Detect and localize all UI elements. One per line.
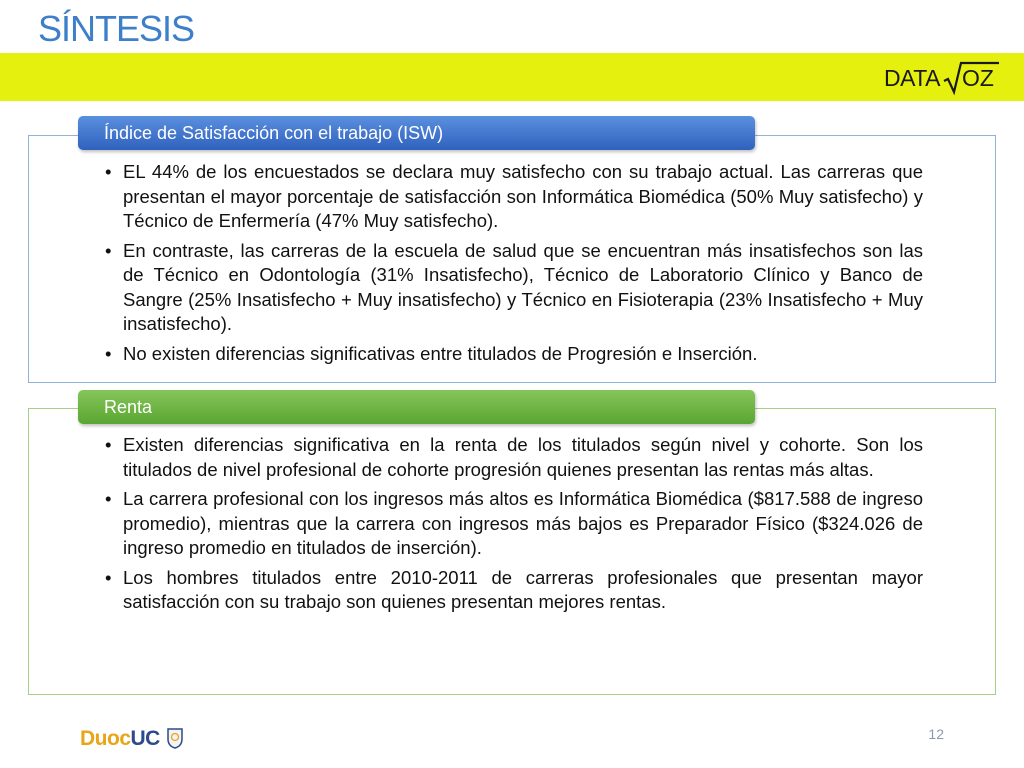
- datavoz-logo: [882, 57, 1002, 97]
- svg-text:DATA: DATA: [884, 65, 940, 91]
- page-title: SÍNTESIS: [38, 8, 195, 49]
- renta-bullet-list: [105, 433, 923, 620]
- list-item: • En contraste, las carreras de la escuela de salud que se encuentran más insatisfechos son las de Técnico en Odontología (31% Insatisfecho), Técnico de Laboratorio Clínico y Banco de Sangre (25% Insatisfecho + Muy insatisfecho) y Técnico en Fisioterapia (23% Insatisfecho + Muy insatisfecho).: [105, 239, 923, 337]
- isw-bullet-list: [105, 160, 923, 371]
- list-item: • EL 44% de los encuestados se declara muy satisfecho con su trabajo actual. Las carreras que presentan el mayor porcentaje de satisfacción son Informática Biomédica (50% Muy satisfecho) y Técnico de Enfermería (47% Muy satisfecho).: [105, 160, 923, 234]
- list-item: • Existen diferencias significativa en la renta de los titulados según nivel y cohorte. Son los titulados de nivel profesional de cohorte progresión quienes presentan las rentas más altas.: [105, 433, 923, 482]
- renta-heading: Renta: [78, 390, 755, 424]
- list-item: • La carrera profesional con los ingresos más altos es Informática Biomédica ($817.588 de ingreso promedio), mientras que la carrera con ingresos más bajos es Preparador Físico ($324.026 de ingreso promedio en titulados de inserción).: [105, 487, 923, 561]
- seal-icon: [166, 727, 184, 749]
- list-item: • No existen diferencias significativas entre titulados de Progresión e Inserción.: [105, 342, 923, 367]
- isw-heading: Índice de Satisfacción con el trabajo (ISW): [78, 116, 755, 150]
- header-band: [0, 53, 1024, 101]
- uc-logo-text: UC: [130, 727, 160, 750]
- duocuc-logo: [78, 724, 186, 754]
- svg-text:OZ: OZ: [962, 65, 994, 91]
- duoc-logo-text: Duoc: [80, 727, 131, 750]
- page-number: 12: [928, 726, 944, 742]
- list-item: • Los hombres titulados entre 2010-2011 de carreras profesionales que presentan mayor satisfacción con su trabajo son quienes presentan mejores rentas.: [105, 566, 923, 615]
